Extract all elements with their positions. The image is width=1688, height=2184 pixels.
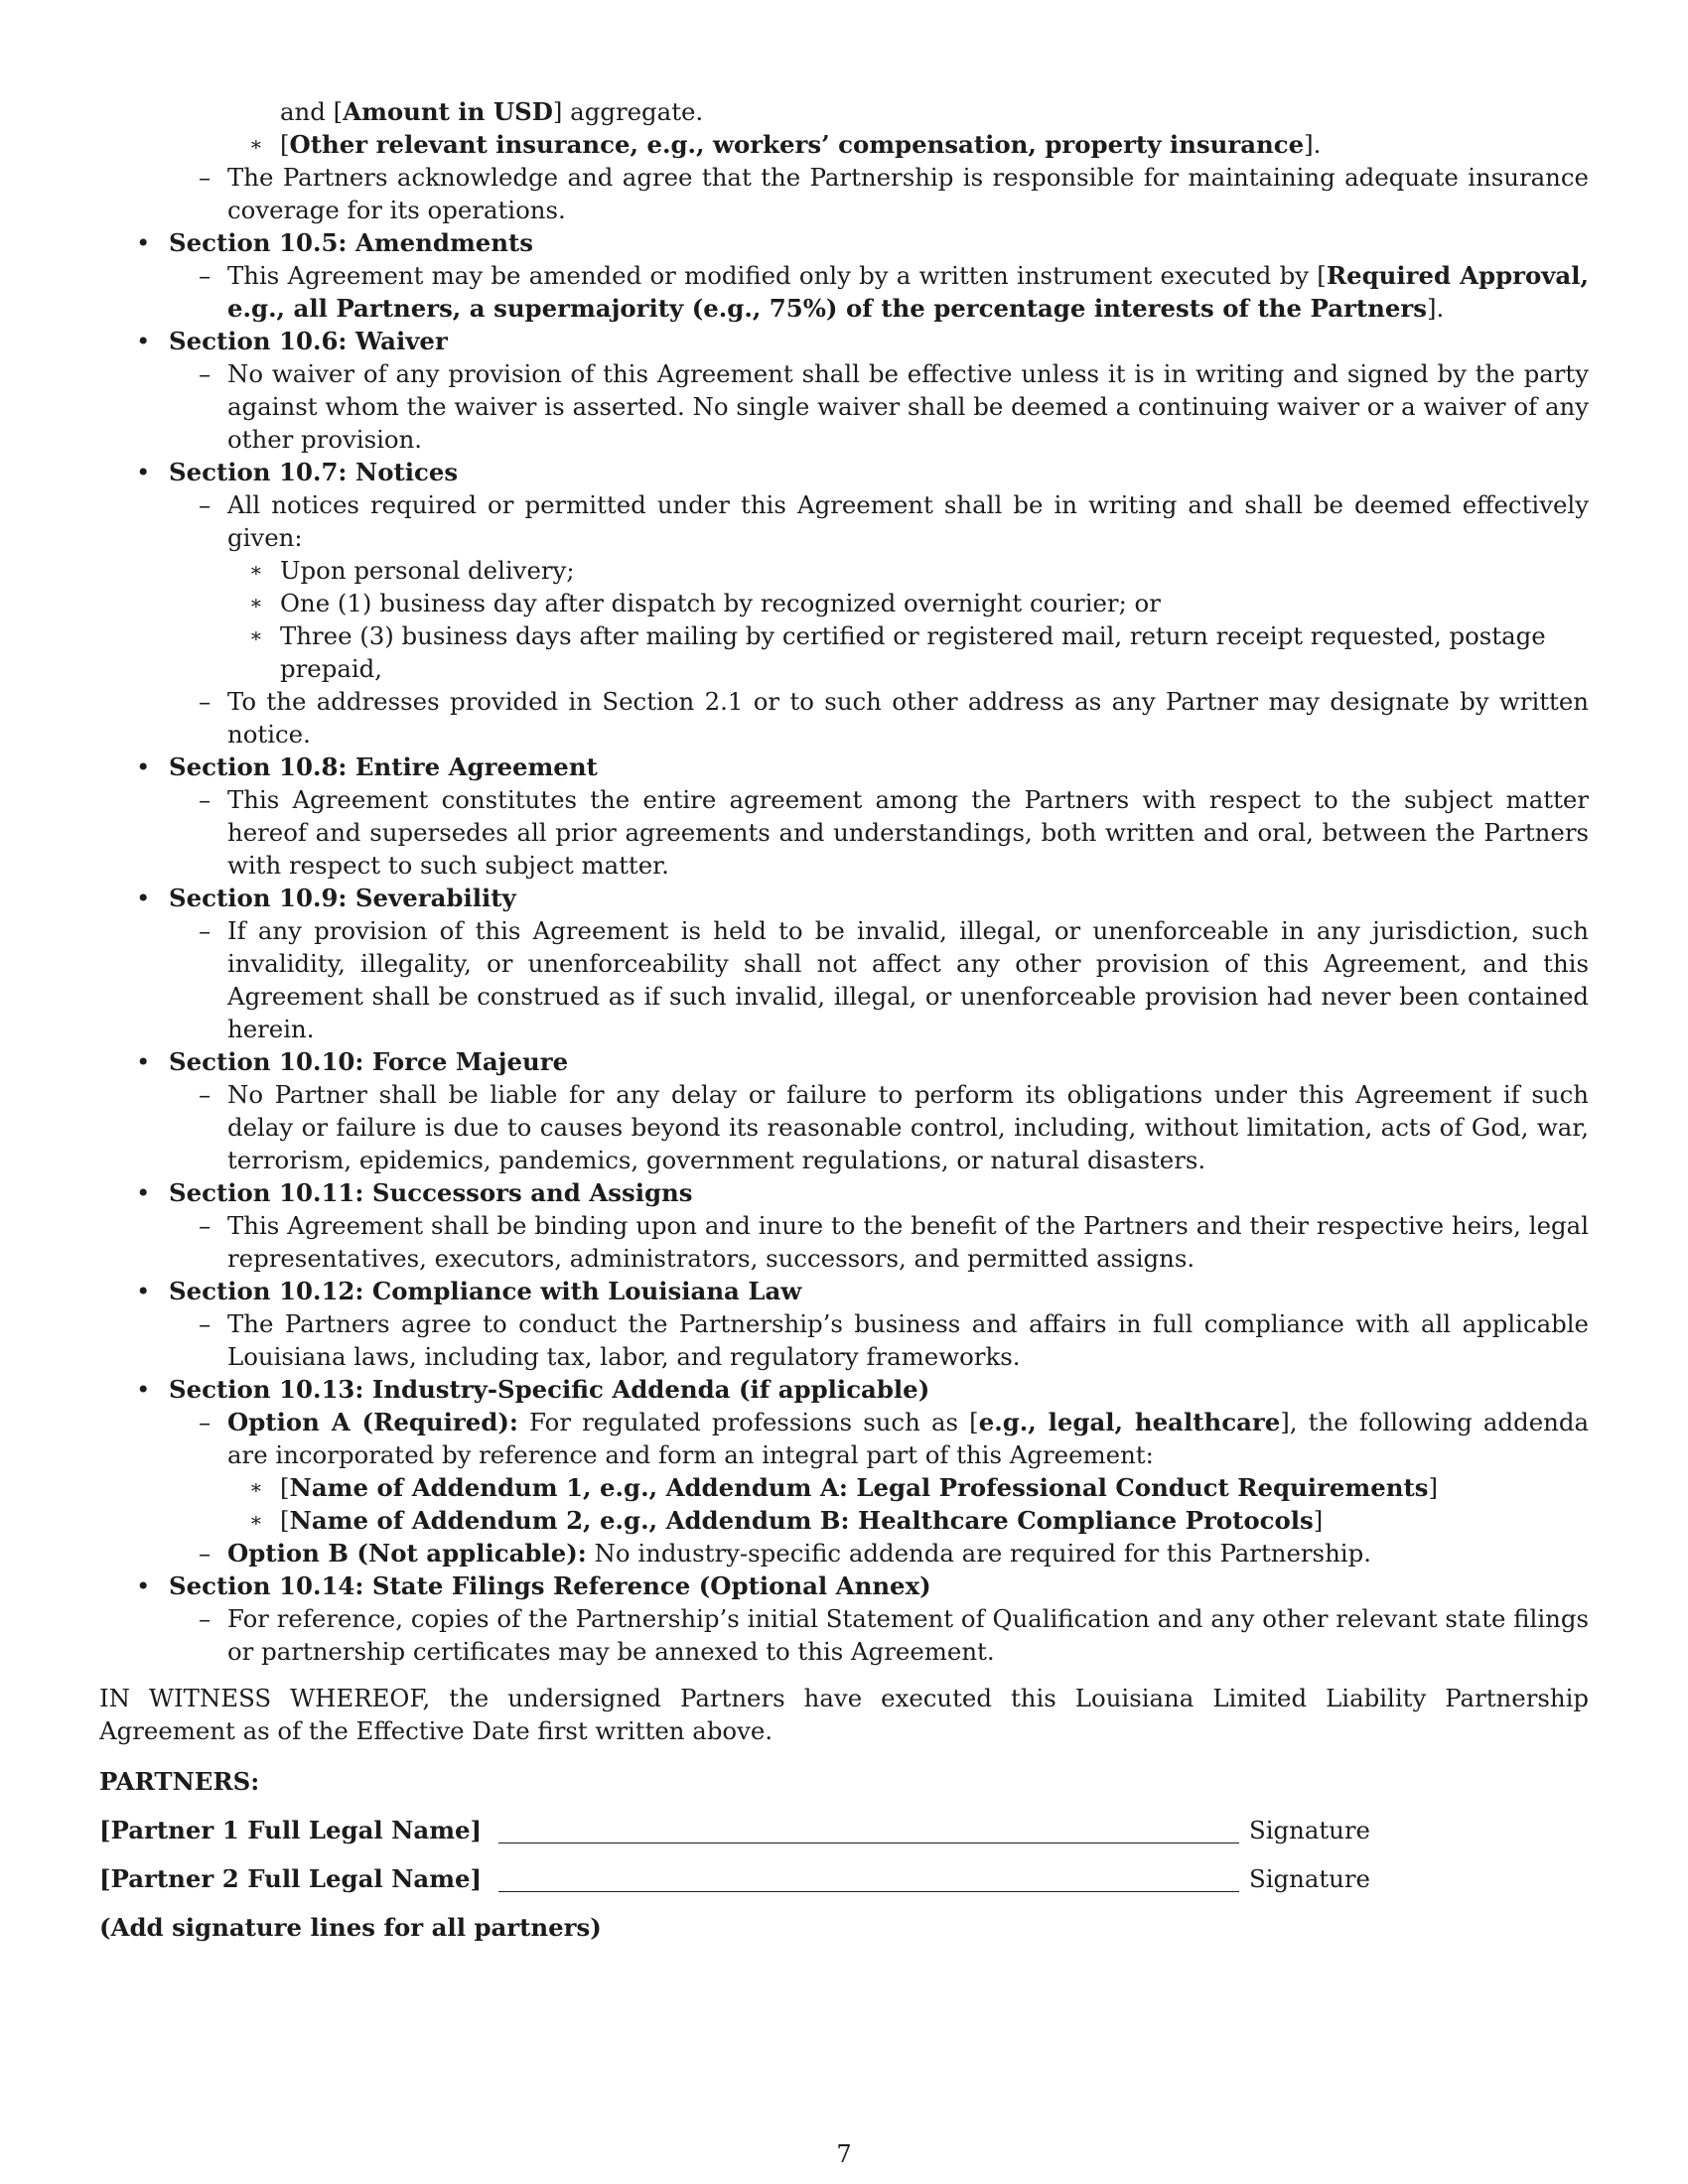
partners-heading: PARTNERS: [99,1767,260,1796]
section-10-13: • Section 10.13: Industry-Specific Addenda (if applicable) [136,1375,930,1404]
section-10-5-text: – This Agreement may be amended or modified only by a written instrument executed by [Required Approval, e.g., all Partners, a supermajority (e.g., 75%) of the percentage interests of the Partners]. [199,261,1589,323]
option-b: – Option B (Not applicable): No industry-specific addenda are required for this Partnership. [199,1539,1371,1568]
notice-item: ∗ Upon personal delivery; [249,556,575,585]
dot-bullet: • [136,1047,151,1076]
insurance-acknowledge-item: – The Partners acknowledge and agree that the Partnership is responsible for maintaining adequate insurance coverage for its operations. [199,163,1589,224]
dash-bullet: – [199,1211,211,1240]
section-10-12-text: – The Partners agree to conduct the Partnership’s business and affairs in full compliance with all applicable Louisiana laws, including tax, labor, and regulatory frameworks. [199,1309,1589,1371]
dot-bullet: • [136,1571,151,1600]
dash-bullet: – [199,359,211,388]
add-signature-lines-note: (Add signature lines for all partners) [99,1913,602,1942]
dash-bullet: – [199,261,211,290]
signature-row-partner-1 [99,1814,1589,1846]
dash-bullet: – [199,163,211,192]
section-10-9: • Section 10.9: Severability [136,884,516,912]
section-10-8: • Section 10.8: Entire Agreement [136,752,598,781]
partner-name: [Partner 1 Full Legal Name] [99,1816,483,1844]
signature-label: Signature [1249,1816,1370,1844]
section-10-7-intro: – All notices required or permitted under this Agreement shall be in writing and shall be deemed effectively given: [199,490,1589,552]
signature-row-partner-2 [99,1862,1589,1895]
dash-bullet: – [199,916,211,945]
dash-bullet: – [199,1539,211,1568]
section-10-7: • Section 10.7: Notices [136,458,459,486]
signature-label: Signature [1249,1864,1370,1893]
page-number: 7 [836,2140,852,2168]
section-10-5: • Section 10.5: Amendments [136,228,534,257]
dash-bullet: – [199,1604,211,1633]
asterisk-bullet: ∗ [249,1475,263,1499]
witness-paragraph: IN WITNESS WHEREOF, the undersigned Partners have executed this Louisiana Limited Liability Partnership Agreement as of the Effective Date first written above. [99,1684,1589,1745]
dot-bullet: • [136,327,151,355]
section-10-10: • Section 10.10: Force Majeure [136,1047,569,1076]
addendum-item: ∗ [Name of Addendum 1, e.g., Addendum A: Legal Professional Conduct Requirements] [249,1473,1439,1502]
dash-bullet: – [199,1080,211,1109]
section-10-7-addresses: – To the addresses provided in Section 2.1 or to such other address as any Partner may designate by written notice. [199,687,1589,749]
section-10-9-text: – If any provision of this Agreement is held to be invalid, illegal, or unenforceable in any jurisdiction, such invalidity, illegality, or unenforceability shall not affect any other provision of this Agreement, and this Agreement shall be construed as if such invalid, illegal, or unenforceable provision had never been contained herein. [199,916,1589,1043]
section-10-8-text: – This Agreement constitutes the entire agreement among the Partners with respect to the subject matter hereof and supersedes all prior agreements and understandings, both written and oral, between the Partners with respect to such subject matter. [199,785,1589,880]
dash-bullet: – [199,1408,211,1436]
dot-bullet: • [136,458,151,486]
section-10-11-text: – This Agreement shall be binding upon and inure to the benefit of the Partners and their respective heirs, legal representatives, executors, administrators, successors, and permitted assigns. [199,1211,1589,1273]
dash-bullet: – [199,687,211,716]
notice-item: ∗ One (1) business day after dispatch by recognized overnight courier; or [249,589,1161,617]
section-10-12: • Section 10.12: Compliance with Louisiana Law [136,1277,802,1305]
section-10-14-text: – For reference, copies of the Partnership’s initial Statement of Qualification and any other relevant state filings or partnership certificates may be annexed to this Agreement. [199,1604,1589,1666]
other-insurance-item: ∗ [Other relevant insurance, e.g., workers’ compensation, property insurance]. [249,130,1322,159]
addendum-item: ∗ [Name of Addendum 2, e.g., Addendum B: Healthcare Compliance Protocols] [249,1506,1324,1535]
asterisk-bullet: ∗ [249,132,263,156]
dot-bullet: • [136,884,151,912]
section-10-6: • Section 10.6: Waiver [136,327,448,355]
section-10-6-text: – No waiver of any provision of this Agreement shall be effective unless it is in writing and signed by the party against whom the waiver is asserted. No single waiver shall be deemed a continuing waiver or a waiver of any other provision. [199,359,1589,454]
asterisk-bullet: ∗ [249,1508,263,1532]
dot-bullet: • [136,1178,151,1207]
dash-bullet: – [199,785,211,814]
notice-item: ∗ Three (3) business days after mailing by certified or registered mail, return receipt requested, postage prepaid, [249,621,1546,683]
signature-line[interactable] [498,1891,1239,1892]
section-10-11: • Section 10.11: Successors and Assigns [136,1178,693,1207]
option-a: – Option A (Required): For regulated professions such as [e.g., legal, healthcare], the following addenda are incorporated by reference and form an integral part of this Agreement: [199,1408,1589,1469]
asterisk-bullet: ∗ [249,558,263,582]
dot-bullet: • [136,752,151,781]
insurance-aggregate-line: and [Amount in USD] aggregate. [280,97,704,126]
dot-bullet: • [136,1277,151,1305]
dash-bullet: – [199,1309,211,1338]
dot-bullet: • [136,1375,151,1404]
dot-bullet: • [136,228,151,257]
partner-name: [Partner 2 Full Legal Name] [99,1864,483,1893]
asterisk-bullet: ∗ [249,591,263,614]
dash-bullet: – [199,490,211,519]
asterisk-bullet: ∗ [249,623,263,647]
document-page [99,95,1589,1944]
section-10-10-text: – No Partner shall be liable for any delay or failure to perform its obligations under this Agreement if such delay or failure is due to causes beyond its reasonable control, including, without limitation, acts of God, war, terrorism, epidemics, pandemics, government regulations, or natural disasters. [199,1080,1589,1174]
section-10-14: • Section 10.14: State Filings Reference (Optional Annex) [136,1571,931,1600]
